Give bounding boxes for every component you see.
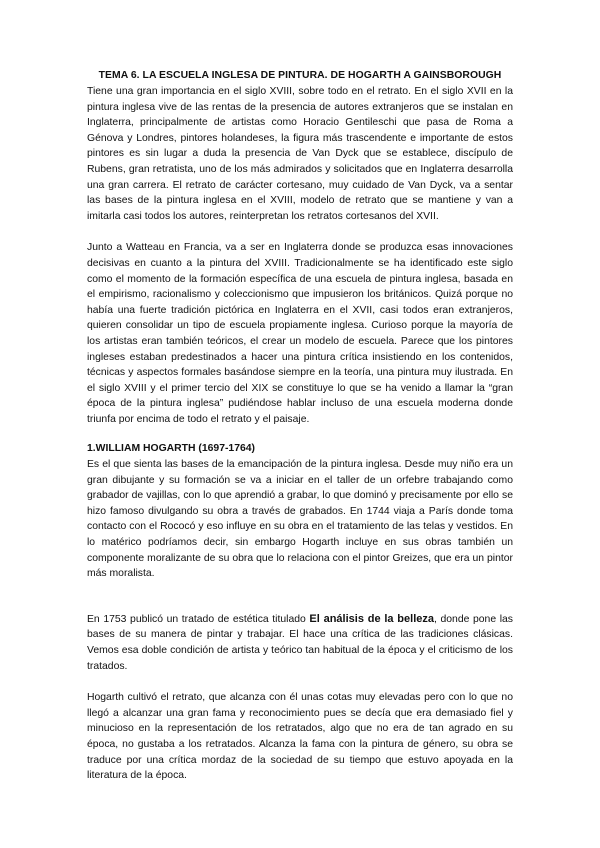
- paragraph-spacer: [87, 427, 513, 441]
- portrait-paragraph: Hogarth cultivó el retrato, que alcanza con él unas cotas muy elevadas pero con lo que no llegó a alcanzar una gran fama y reconocimiento pues se decía que era demasiado fiel y minucioso en la representación de los retratados, algo que no era de tan agrado en su época, no gustaba a los retratados. Alcanza la fama con la pintura de género, su obra se traduce por una crítica mordaz de la sociedad de su tiempo que estuvo apoyada en la literatura de la época.: [87, 692, 513, 782]
- paragraph-spacer: [87, 582, 513, 612]
- hogarth-paragraph: Es el que sienta las bases de la emancipación de la pintura inglesa. Desde muy niño era un gran dibujante y su formación se va a iniciar en el taller de un orfebre trabajando como grabador de vajillas, con lo que aprendió a grabar, lo que dominó y precisamente por ello se hizo famoso divulgando su obra a través de grabados. En 1744 viaja a París donde toma contacto con el Rococó y eso influye en su obra en el tratamiento de las telas y vestidos. En lo matérico podríamos decir, sin embargo Hogarth incluye en sus obras también un componente moralizante de su obra que lo relaciona con el pintor Greizes, que era un pintor más moralista.: [87, 459, 513, 580]
- treatise-paragraph: [87, 612, 513, 674]
- paragraph-spacer: [87, 224, 513, 240]
- document-title: TEMA 6. LA ESCUELA INGLESA DE PINTURA. DE HOGARTH A GAINSBOROUGH: [98, 70, 502, 81]
- intro-paragraph: Tiene una gran importancia en el siglo XVIII, sobre todo en el retrato. En el siglo XVII en la pintura inglesa vive de las rentas de la presencia de autores extranjeros que se instalan en Inglaterra, principalmente de artistas como Horacio Gentileschi que pasa de Roma a Génova y Londres, pintores holandeses, la figura más trascendente e importante de estos pintores es sin lugar a duda la presencia de Van Dyck que se establece, discípulo de Rubens, gran retratista, uno de los más admirados y solicitados que en Inglaterra desarrolla una gran carrera. El retrato de carácter cortesano, muy cuidado de Van Dyck, va a sentar las bases de la pintura inglesa en el XVIII, modelo de retrato que se mantiene y van a imitarla casi todos los autores, reinterpretan los retratos cortesanos del XVII.: [87, 86, 513, 222]
- second-paragraph: Junto a Watteau en Francia, va a ser en Inglaterra donde se produzca esas innovaciones decisivas en cuanto a la pintura del XVIII. Tradicionalmente se ha identificado este siglo como el momento de la formación específica de una escuela de pintura inglesa, basada en el empirismo, racionalismo y coleccionismo que impusieron los británicos. Quizá porque no había una fuerte tradición pictórica en Inglaterra en el XVII, casi todos eran extranjeros, quieren consolidar un tipo de escuela propiamente inglesa. Curioso porque la mayoría de los artistas eran también teóricos, el crear un modelo de escuela. Parece que los pintores ingleses estaban predestinados a hacer una pintura crítica insistiendo en los contenidos, técnicas y aspectos formales basándose siempre en la teoría, una pintura muy ilustrada. En el siglo XVIII y el primer tercio del XIX se constituye lo que se ha venido a llamar la “gran época de la pintura inglesa” pudiéndose hablar incluso de una escuela moderna donde triunfa por encima de todo el retrato y el paisaje.: [87, 242, 513, 425]
- treatise-text-before: En 1753 publicó un tratado de estética titulado: [87, 613, 310, 625]
- treatise-text-after: , donde pone las bases de su manera de pintar y trabajar. El hace una crítica de las tradiciones clásicas. Vemos esa doble condición de artista y teórico tan habitual de la época y el criticismo de los tratados.: [87, 613, 514, 672]
- paragraph-spacer: [87, 674, 513, 690]
- section-heading-hogarth: 1.WILLIAM HOGARTH (1697-1764): [87, 443, 256, 455]
- treatise-title: El análisis de la belleza: [309, 612, 434, 625]
